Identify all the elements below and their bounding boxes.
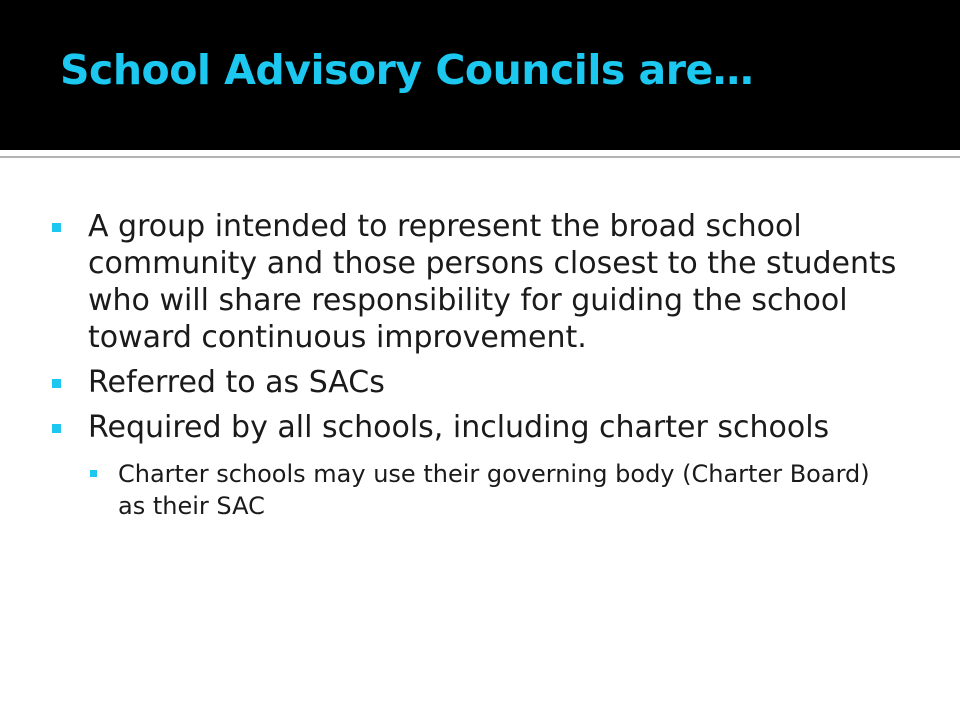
sub-bullet-item (88, 458, 898, 522)
square-bullet-icon (52, 424, 61, 433)
bullet-text: A group intended to represent the broad school community and those persons closest to the students who will share responsibility for guiding the school toward continuous improvement. (88, 209, 897, 355)
bullet-text: Referred to as SACs (88, 365, 385, 400)
title-band (0, 0, 960, 150)
bullet-item (48, 364, 898, 401)
title-divider (0, 150, 960, 158)
square-bullet-icon (52, 223, 61, 232)
bullet-item (48, 409, 898, 446)
slide-title: School Advisory Councils are… (60, 46, 754, 94)
bullet-item (48, 208, 898, 356)
square-bullet-icon (90, 470, 97, 477)
sub-bullet-text: Charter schools may use their governing body (Charter Board) as their SAC (118, 460, 870, 520)
slide-content (48, 208, 898, 522)
bullet-text: Required by all schools, including charter schools (88, 410, 830, 445)
square-bullet-icon (52, 379, 61, 388)
